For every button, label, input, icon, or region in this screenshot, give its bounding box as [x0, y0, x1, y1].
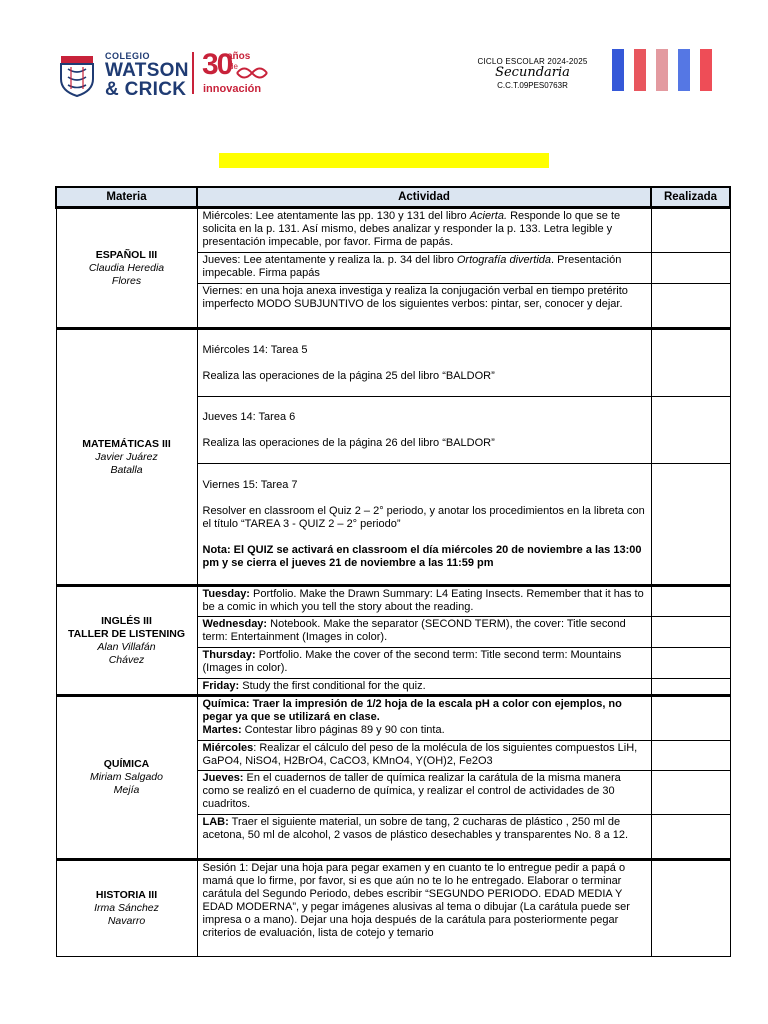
done-checkbox[interactable] [651, 284, 730, 329]
task-title: Miércoles 14: Tarea 5 [202, 343, 308, 356]
anniversary-anos: años [227, 51, 251, 62]
day-label: Martes: [202, 724, 242, 736]
done-checkbox[interactable] [651, 741, 730, 771]
school-shield-icon [57, 55, 97, 97]
school-level: Secundaria [495, 65, 570, 81]
stripe-4 [678, 49, 690, 91]
teacher-name: Miriam Salgado [90, 771, 163, 783]
day-label: Miércoles [202, 742, 254, 754]
subject-name: INGLÉS III [101, 614, 152, 627]
table-header-row [56, 187, 730, 208]
activity-text: Portfolio. Make the Drawn Summary: L4 Eating Insects. Remember that it has to be a comic in which you tell the story about the reading. [202, 588, 644, 613]
logo-colegio: COLEGIO [105, 51, 151, 61]
stripe-1 [612, 49, 624, 91]
subject-name: QUÍMICA [103, 758, 150, 770]
activity-cell [197, 648, 651, 679]
dna-helix-icon [236, 64, 268, 82]
activity-text: . Presentación impecable. Firma papás [202, 254, 622, 279]
subject-espanol [56, 208, 197, 329]
day-label: LAB: [202, 816, 229, 828]
highlight-bar [219, 153, 549, 168]
teacher-name: Navarro [107, 915, 146, 927]
day-label: Wednesday: [202, 618, 268, 630]
activity-cell [197, 815, 651, 860]
table-row [56, 208, 730, 253]
quiz-note: Nota: El QUIZ se activará en classroom el día miércoles 20 de noviembre a las 13:00 pm y se cierra el jueves 21 de noviembre a las 11:59 pm [202, 543, 642, 569]
teacher-name: Batalla [110, 463, 143, 476]
done-checkbox[interactable] [651, 464, 730, 586]
teacher-name: Mejía [113, 784, 140, 796]
book-title: Ortografía divertida [456, 254, 552, 266]
school-year-info [470, 57, 595, 90]
stripe-3 [656, 49, 668, 91]
table-row [56, 696, 730, 741]
done-checkbox[interactable] [651, 397, 730, 464]
activity-cell [197, 329, 651, 397]
activity-text: Realiza las operaciones de la página 25 del libro “BALDOR” [202, 369, 495, 382]
activity-text: Responde lo que se te solicita en la p. 131. Así mismo, debes analizar y responder la p. 133. Letra legible y presentación impecable, por favor. Firma de papás. [202, 210, 621, 248]
task-title: Jueves 14: Tarea 6 [202, 410, 296, 423]
activity-text: Resolver en classroom el Quiz 2 – 2° periodo, y anotar los procedimientos en la libreta con el título “TAREA 3 - QUIZ 2 – 2° periodo” [202, 504, 645, 530]
table-row [56, 329, 730, 397]
activity-cell [197, 741, 651, 771]
day-label: Thursday: [202, 649, 256, 661]
activity-cell [197, 253, 651, 284]
teacher-name: Javier Juárez [95, 450, 158, 463]
done-checkbox[interactable] [651, 586, 730, 617]
done-checkbox[interactable] [651, 208, 730, 253]
activity-cell: Sesión 1: Dejar una hoja para pegar examen y en cuanto te lo entregue pedir a papá o mamá que lo firme, por favor, si es que aún no te lo he entregado. Elaborar o terminar carátula del Segundo Periodo, debes escribir “SEGUNDO PERIODO. EDAD MEDIA Y EDAD MODERNA”, y pegar imágenes alusivas al tema o dibujar (La carátula puede ser impresa o a mano). Dejar una hoja después de la carátula para posteriormente pegar criterios de evaluación, lista de cotejo y temario [197, 860, 651, 957]
activity-text: : Realizar el cálculo del peso de la molécula de los siguientes compuestos LiH, GaPO4, NiSO4, H2BrO4, CaCO3, KMnO4, Y(OH)2, Fe2O3 [202, 742, 638, 767]
activity-cell [197, 397, 651, 464]
teacher-name: Irma Sánchez [94, 902, 159, 914]
table-row [56, 586, 730, 617]
task-title: Viernes 15: Tarea 7 [202, 478, 298, 491]
subject-ingles [56, 586, 197, 696]
day-label: Friday: [202, 680, 240, 692]
activity-text: Química: Traer la impresión de 1/2 hoja de la escala pH a color con ejemplos, no pegar ya que se utilizará en clase. [202, 698, 622, 723]
subject-name: MATEMÁTICAS III [82, 437, 171, 450]
subject-name: TALLER DE LISTENING [67, 627, 186, 640]
done-checkbox[interactable] [651, 253, 730, 284]
day-label: Tuesday: [202, 588, 250, 600]
ciclo-escolar: CICLO ESCOLAR 2024-2025 [477, 57, 588, 66]
teacher-name: Claudia Heredia [88, 261, 165, 274]
stripe-5 [700, 49, 712, 91]
done-checkbox[interactable] [651, 679, 730, 696]
done-checkbox[interactable] [651, 860, 730, 957]
page-header [0, 0, 768, 120]
table-row [56, 860, 730, 957]
activity-text: Realiza las operaciones de la página 26 del libro “BALDOR” [202, 436, 495, 449]
subject-quimica [56, 696, 197, 860]
activity-cell [197, 679, 651, 696]
activity-cell [197, 208, 651, 253]
subject-historia [56, 860, 197, 957]
logo-watson: WATSON [105, 60, 189, 81]
anniversary-logo [200, 50, 270, 96]
done-checkbox[interactable] [651, 815, 730, 860]
logo-crick: & CRICK [105, 79, 187, 100]
done-checkbox[interactable] [651, 648, 730, 679]
done-checkbox[interactable] [651, 617, 730, 648]
done-checkbox[interactable] [651, 329, 730, 397]
done-checkbox[interactable] [651, 771, 730, 815]
teacher-name: Flores [111, 274, 142, 287]
done-checkbox[interactable] [651, 696, 730, 741]
activity-text: Jueves: Lee atentamente y realiza la. p. 34 del libro [202, 254, 457, 266]
header-actividad: Actividad [197, 187, 651, 208]
teacher-name: Chávez [108, 653, 145, 666]
subject-matematicas [56, 329, 197, 586]
homework-table [55, 186, 731, 957]
activity-cell [197, 586, 651, 617]
activity-text: Traer el siguiente material, un sobre de tang, 2 cucharas de plástico , 250 ml de acetona, 50 ml de alcohol, 2 vasos de plástico desechables y transparentes No. 8 a 12. [202, 816, 629, 841]
anniversary-de: de [229, 62, 238, 71]
decorative-stripes [612, 49, 712, 91]
activity-cell [197, 464, 651, 586]
book-title: Acierta. [469, 210, 508, 222]
activity-text: Miércoles: Lee atentamente las pp. 130 y 131 del libro [202, 210, 470, 222]
activity-text: Notebook. Make the separator (SECOND TERM), the cover: Title second term: Entertainment (Images in color). [202, 618, 626, 643]
anniversary-number: 30 [202, 48, 232, 81]
activity-text: Study the first conditional for the quiz. [239, 680, 426, 692]
subject-name: HISTORIA III [95, 889, 158, 901]
header-materia: Materia [56, 187, 197, 208]
activity-cell: Viernes: en una hoja anexa investiga y realiza la conjugación verbal en tiempo pretérito imperfecto MODO SUBJUNTIVO de los siguientes verbos: pintar, ser, conocer y dejar. [197, 284, 651, 329]
header-realizada: Realizada [651, 187, 730, 208]
anniversary-innovacion: innovación [203, 83, 262, 95]
teacher-name: Alan Villafán [97, 640, 156, 653]
day-label: Jueves: [202, 772, 244, 784]
logo-divider [192, 52, 194, 94]
activity-cell [197, 696, 651, 741]
activity-cell [197, 617, 651, 648]
subject-name: ESPAÑOL III [95, 248, 158, 261]
activity-text: Contestar libro páginas 89 y 90 con tinta. [241, 724, 445, 736]
activity-cell [197, 771, 651, 815]
activity-text: En el cuadernos de taller de química realizar la carátula de la misma manera como se realizó en el cuaderno de química, y realizar el control de actividades de 30 cuadritos. [202, 772, 621, 810]
school-logo-text [105, 52, 189, 99]
cct-code: C.C.T.09PES0763R [497, 81, 568, 91]
stripe-2 [634, 49, 646, 91]
activity-text: Portfolio. Make the cover of the second term: Title second term: Mountains (Images in color). [202, 649, 622, 674]
